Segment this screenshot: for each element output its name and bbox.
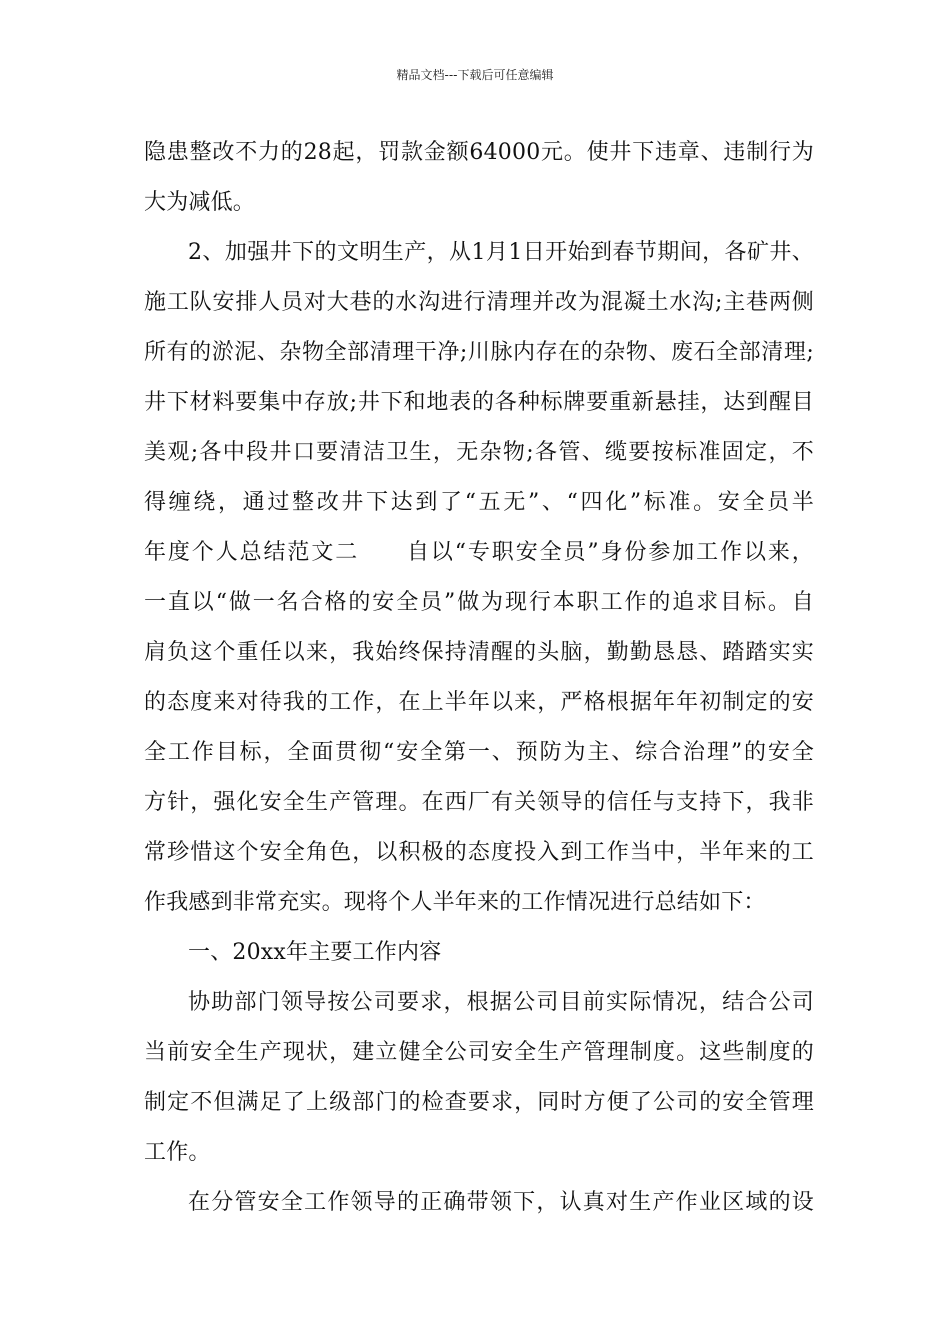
text-line: 常珍惜这个安全角色，以积极的态度投入到工作当中，半年来的工 bbox=[144, 840, 814, 865]
text-line: 井下材料要集中存放;井下和地表的各种标牌要重新悬挂，达到醒目 bbox=[144, 390, 814, 415]
text-line: 得缠绕，通过整改井下达到了“五无”、“四化”标准。安全员半 bbox=[144, 490, 814, 515]
text-line: 隐患整改不力的28起，罚款金额64000元。使井下违章、违制行为 bbox=[144, 140, 814, 165]
text-line: 作我感到非常充实。现将个人半年来的工作情况进行总结如下： bbox=[144, 890, 766, 915]
text-line: 全工作目标，全面贯彻“安全第一、预防为主、综合治理”的安全 bbox=[144, 740, 814, 765]
text-line: 年度个人总结范文二 自以“专职安全员”身份参加工作以来， bbox=[144, 540, 814, 565]
document-body bbox=[144, 131, 814, 1231]
text-line: 2、加强井下的文明生产，从1月1日开始到春节期间，各矿井、 bbox=[188, 240, 814, 265]
text-line: 施工队安排人员对大巷的水沟进行清理并改为混凝土水沟;主巷两侧 bbox=[144, 290, 814, 315]
text-line: 协助部门领导按公司要求，根据公司目前实际情况，结合公司 bbox=[188, 990, 814, 1015]
text-line: 所有的淤泥、杂物全部清理干净;川脉内存在的杂物、废石全部清理; bbox=[144, 340, 814, 365]
page-header: 精品文档---下载后可任意编辑 bbox=[396, 68, 554, 82]
text-line: 方针，强化安全生产管理。在西厂有关领导的信任与支持下，我非 bbox=[144, 790, 814, 815]
text-line: 大为减低。 bbox=[144, 190, 256, 215]
text-line: 在分管安全工作领导的正确带领下，认真对生产作业区域的设 bbox=[188, 1190, 814, 1215]
text-line: 的态度来对待我的工作，在上半年以来，严格根据年年初制定的安 bbox=[144, 690, 814, 715]
text-line: 肩负这个重任以来，我始终保持清醒的头脑，勤勤恳恳、踏踏实实 bbox=[144, 640, 814, 665]
text-line: 制定不但满足了上级部门的检查要求，同时方便了公司的安全管理 bbox=[144, 1090, 814, 1115]
text-line: 工作。 bbox=[144, 1140, 211, 1165]
text-line: 一直以“做一名合格的安全员”做为现行本职工作的追求目标。自 bbox=[144, 590, 814, 615]
text-line: 当前安全生产现状，建立健全公司安全生产管理制度。这些制度的 bbox=[144, 1040, 814, 1065]
section-heading: 一、20xx年主要工作内容 bbox=[188, 940, 442, 965]
text-line: 美观;各中段井口要清洁卫生，无杂物;各管、缆要按标准固定，不 bbox=[144, 440, 814, 465]
